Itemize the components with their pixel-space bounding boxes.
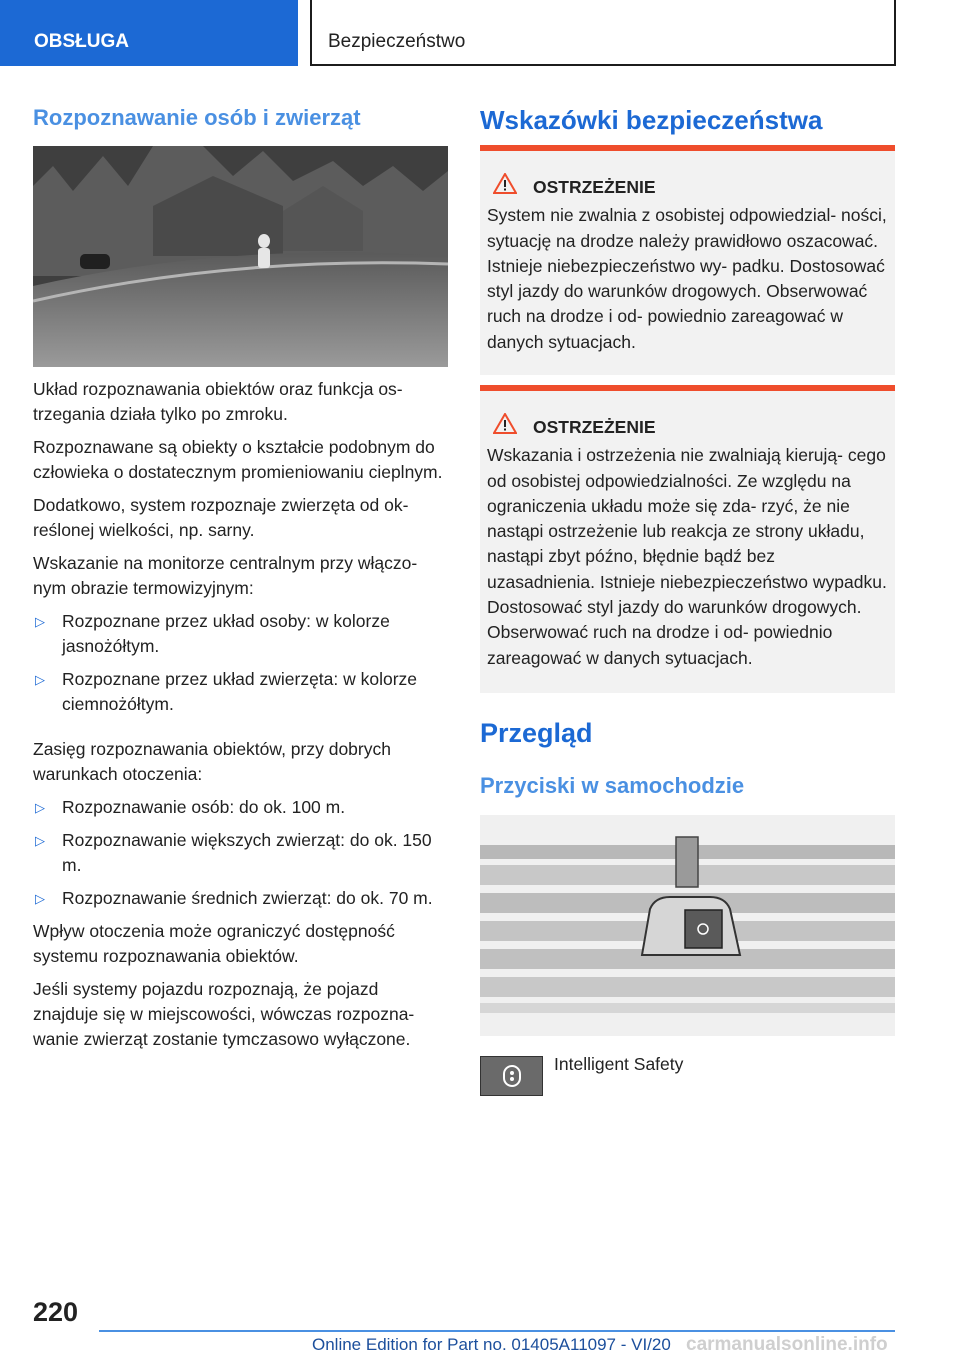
list-item-text: Rozpoznawanie średnich zwierząt: do ok. 70 m. <box>62 888 433 908</box>
intelligent-safety-icon <box>480 1056 543 1096</box>
footer-divider <box>99 1330 895 1332</box>
list-item <box>33 609 448 659</box>
paragraph: Dodatkowo, system rozpoznaje zwierzęta od ok- reślonej wielkości, np. sarny. <box>33 495 409 540</box>
warning-title-text: OSTRZEŻENIE <box>533 416 656 437</box>
grille-illustration <box>480 815 895 1036</box>
list-item-text: Rozpoznawanie osób: do ok. 100 m. <box>62 797 346 817</box>
section-heading-safety: Wskazówki bezpieczeństwa <box>480 105 823 135</box>
bullet-list <box>33 609 448 717</box>
list-item <box>33 886 448 911</box>
list-item <box>33 828 448 878</box>
paragraph: Jeśli systemy pojazdu rozpoznają, że pojazd znajduje się w miejscowości, wówczas rozpozna- wanie zwierząt zostanie tymczasowo wyłączone. <box>33 979 415 1049</box>
bullet-triangle-icon: ▷ <box>35 833 45 848</box>
paragraph: Wskazanie na monitorze centralnym przy włączo- nym obrazie termowizyjnym: <box>33 553 418 598</box>
list-item-text: Rozpoznane przez układ zwierzęta: w kolorze ciemnożółtym. <box>62 669 418 714</box>
bullet-triangle-icon: ▷ <box>35 800 45 815</box>
left-column <box>33 100 448 1049</box>
right-column <box>480 100 895 1074</box>
list-item-text: Rozpoznawanie większych zwierząt: do ok. 150 m. <box>62 830 432 875</box>
bullet-triangle-icon: ▷ <box>35 891 45 906</box>
page-number: 220 <box>33 1297 79 1327</box>
button-location-image <box>480 815 895 1036</box>
paragraph: Układ rozpoznawania obiektów oraz funkcja os- trzegania działa tylko po zmroku. <box>33 379 403 424</box>
bullet-list <box>33 795 448 911</box>
thermal-scene-illustration <box>33 146 448 367</box>
paragraph: Wpływ otoczenia może ograniczyć dostępność systemu rozpoznawania obiektów. <box>33 921 395 966</box>
warning-title-text: OSTRZEŻENIE <box>533 176 656 197</box>
chapter-title: Bezpieczeństwo <box>310 0 896 66</box>
warning-triangle-icon <box>493 413 519 441</box>
bullet-triangle-icon: ▷ <box>35 614 45 629</box>
section-heading-detection: Rozpoznawanie osób i zwierząt <box>33 105 361 130</box>
section-tab: OBSŁUGA <box>0 0 298 66</box>
warning-text: Wskazania i ostrzeżenia nie zwalniają kierują- cego od osobistej odpowiedzialności. Ze względu na ograniczenia układu może się zda- rzyć, że nie nastąpi ostrzeżenie lub reakcja ze strony układu, nastąpi zbyt późno, błędnie bądź bez uzasadnienia. Istnieje niebezpieczeństwo wypadku. Dostosować styl jazdy do warunków drogowych. Obserwować ruch na drodze i od- powiednio zareagować w danych sytuacjach. <box>487 445 887 668</box>
warning-box <box>480 385 895 693</box>
warning-title <box>487 173 887 201</box>
overview-heading: Przegląd <box>480 718 593 748</box>
list-item-text: Rozpoznane przez układ osoby: w kolorze jasnożółtym. <box>62 611 390 656</box>
edition-text: Online Edition for Part no. 01405A11097 - VI/20 <box>312 1335 671 1354</box>
paragraph: Rozpoznawane są obiekty o kształcie podobnym do człowieka o dostatecznym promieniowaniu cieplnym. <box>33 437 443 482</box>
bullet-triangle-icon: ▷ <box>35 672 45 687</box>
button-label: Intelligent Safety <box>554 1054 684 1074</box>
list-item <box>33 795 448 820</box>
warning-box <box>480 145 895 375</box>
buttons-heading: Przyciski w samochodzie <box>480 773 745 798</box>
watermark: carmanualsonline.info <box>686 1334 888 1355</box>
list-item <box>33 667 448 717</box>
warning-title <box>487 413 887 441</box>
paragraph: Zasięg rozpoznawania obiektów, przy dobrych warunkach otoczenia: <box>33 739 391 784</box>
thermal-image <box>33 146 448 367</box>
warning-text: System nie zwalnia z osobistej odpowiedzial- ności, sytuację na drodze należy prawidłowo oszacować. Istnieje niebezpieczeństwo wy- padku. Dostosować styl jazdy do warunków drogowych. Obserwować ruch na drodze i od- powiednio zareagować w danych sytuacjach. <box>487 205 887 352</box>
warning-triangle-icon <box>493 173 519 201</box>
body-text-left <box>33 377 448 1060</box>
